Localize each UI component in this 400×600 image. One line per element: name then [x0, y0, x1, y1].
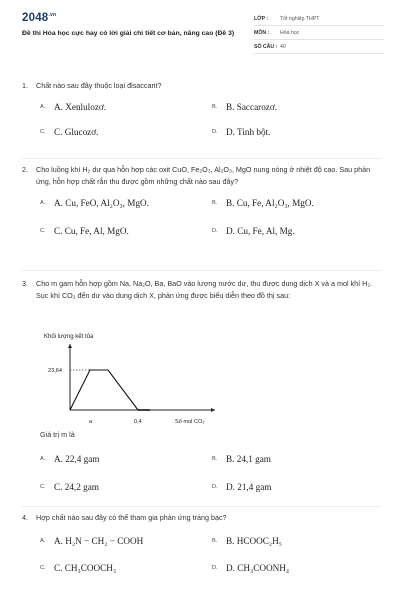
meta-value: Tốt nghiệp THPT: [280, 15, 320, 22]
meta-key: MÔN :: [254, 29, 270, 36]
question-1: [22, 80, 382, 142]
option-d[interactable]: D. D. Tinh bột.: [212, 127, 271, 137]
divider: [22, 506, 382, 507]
option-d[interactable]: D. D. CH₃COONH₄: [212, 563, 290, 573]
divider: [22, 270, 382, 271]
option-list: [22, 454, 382, 494]
option-b[interactable]: B. B. HCOOC₂H₅: [212, 536, 282, 546]
question-4: [22, 512, 382, 576]
site-logo[interactable]: $2048^{.vn}$: [22, 12, 57, 24]
option-a[interactable]: A. A. Cu, FeO, Al₂O₃, MgO.: [40, 198, 149, 208]
question-2: [22, 164, 382, 238]
option-c[interactable]: C. C. CH₃COOCH₃: [40, 563, 117, 573]
y-axis-label: Khối lượng kết tủa: [44, 334, 94, 340]
meta-row-subject: [254, 26, 384, 40]
precipitate-chart: [40, 330, 220, 425]
option-b[interactable]: B. B. 24,1 gam: [212, 454, 271, 464]
graph-question-label: Giá trị m là: [40, 430, 75, 439]
meta-row-count: [254, 40, 384, 54]
precipitate-line: [70, 370, 138, 410]
question-text: Chất nào sau đây thuộc loại đisaccarit?: [36, 81, 162, 90]
x-axis-arrow: [211, 408, 215, 412]
option-c[interactable]: C. C. Cu, Fe, Al, MgO.: [40, 226, 129, 236]
option-b[interactable]: B. B. Saccarozơ.: [212, 102, 278, 112]
option-d[interactable]: D. D. 21,4 gam: [212, 482, 272, 492]
exam-meta: [254, 12, 384, 54]
option-list: [22, 198, 382, 238]
question-number: 1.: [22, 81, 28, 90]
x-tick-label-a: a: [89, 419, 93, 425]
question-3-options: [22, 446, 382, 494]
question-number: 3.: [22, 279, 28, 288]
y-tick-label: 23,64: [48, 368, 62, 374]
option-b[interactable]: B. B. Cu, Fe, Al₂O₃, MgO.: [212, 198, 314, 208]
question-3: [22, 278, 382, 302]
question-text: Cho luồng khí H₂ dư qua hỗn hợp các oxit CuO, Fe₂O₃, Al₂O₃, MgO nung nóng ở nhiệt độ cao. Sau phản ứng, hỗn hợp chất rắn thu được gồm những chất nào sau đây?: [36, 165, 371, 186]
option-a[interactable]: A. A. H₂N − CH₂ − COOH: [40, 536, 144, 546]
option-a[interactable]: A. A. 22,4 gam: [40, 454, 100, 464]
option-list: [22, 102, 382, 142]
meta-value: 40: [280, 43, 286, 50]
meta-value: Hóa học: [280, 29, 300, 36]
x-axis-label: Số mol CO₂: [175, 419, 205, 425]
option-c[interactable]: C. C. 24,2 gam: [40, 482, 99, 492]
meta-key: LỚP :: [254, 15, 269, 22]
option-list: [22, 536, 382, 576]
meta-key: SỐ CÂU :: [254, 43, 278, 50]
option-d[interactable]: D. D. Cu, Fe, Al, Mg.: [212, 226, 295, 236]
question-number: 2.: [22, 165, 28, 174]
option-a[interactable]: A. A. Xenlulozơ.: [40, 102, 107, 112]
option-c[interactable]: C. C. Glucozơ.: [40, 127, 99, 137]
meta-row-class: [254, 12, 384, 26]
question-text: Cho m gam hỗn hợp gồm Na, Na₂O, Ba, BaO vào lượng nước dư, thu được dung dịch X và a mol khí H₂. Sục khí CO₂ đến dư vào dung dịch X, phản ứng được biểu diễn theo đồ thị sau:: [36, 279, 373, 300]
divider: [22, 158, 382, 159]
question-text: Hợp chất nào sau đây có thể tham gia phản ứng tráng bạc?: [36, 513, 227, 522]
question-number: 4.: [22, 513, 28, 522]
page-title: Đề thi Hóa học cực hay có lời giải chi tiết cơ bản, nâng cao (Đề 3): [22, 30, 235, 37]
y-axis-arrow: [68, 344, 72, 348]
x-tick-label-0-4: 0,4: [134, 419, 142, 425]
document-header: [22, 12, 384, 60]
